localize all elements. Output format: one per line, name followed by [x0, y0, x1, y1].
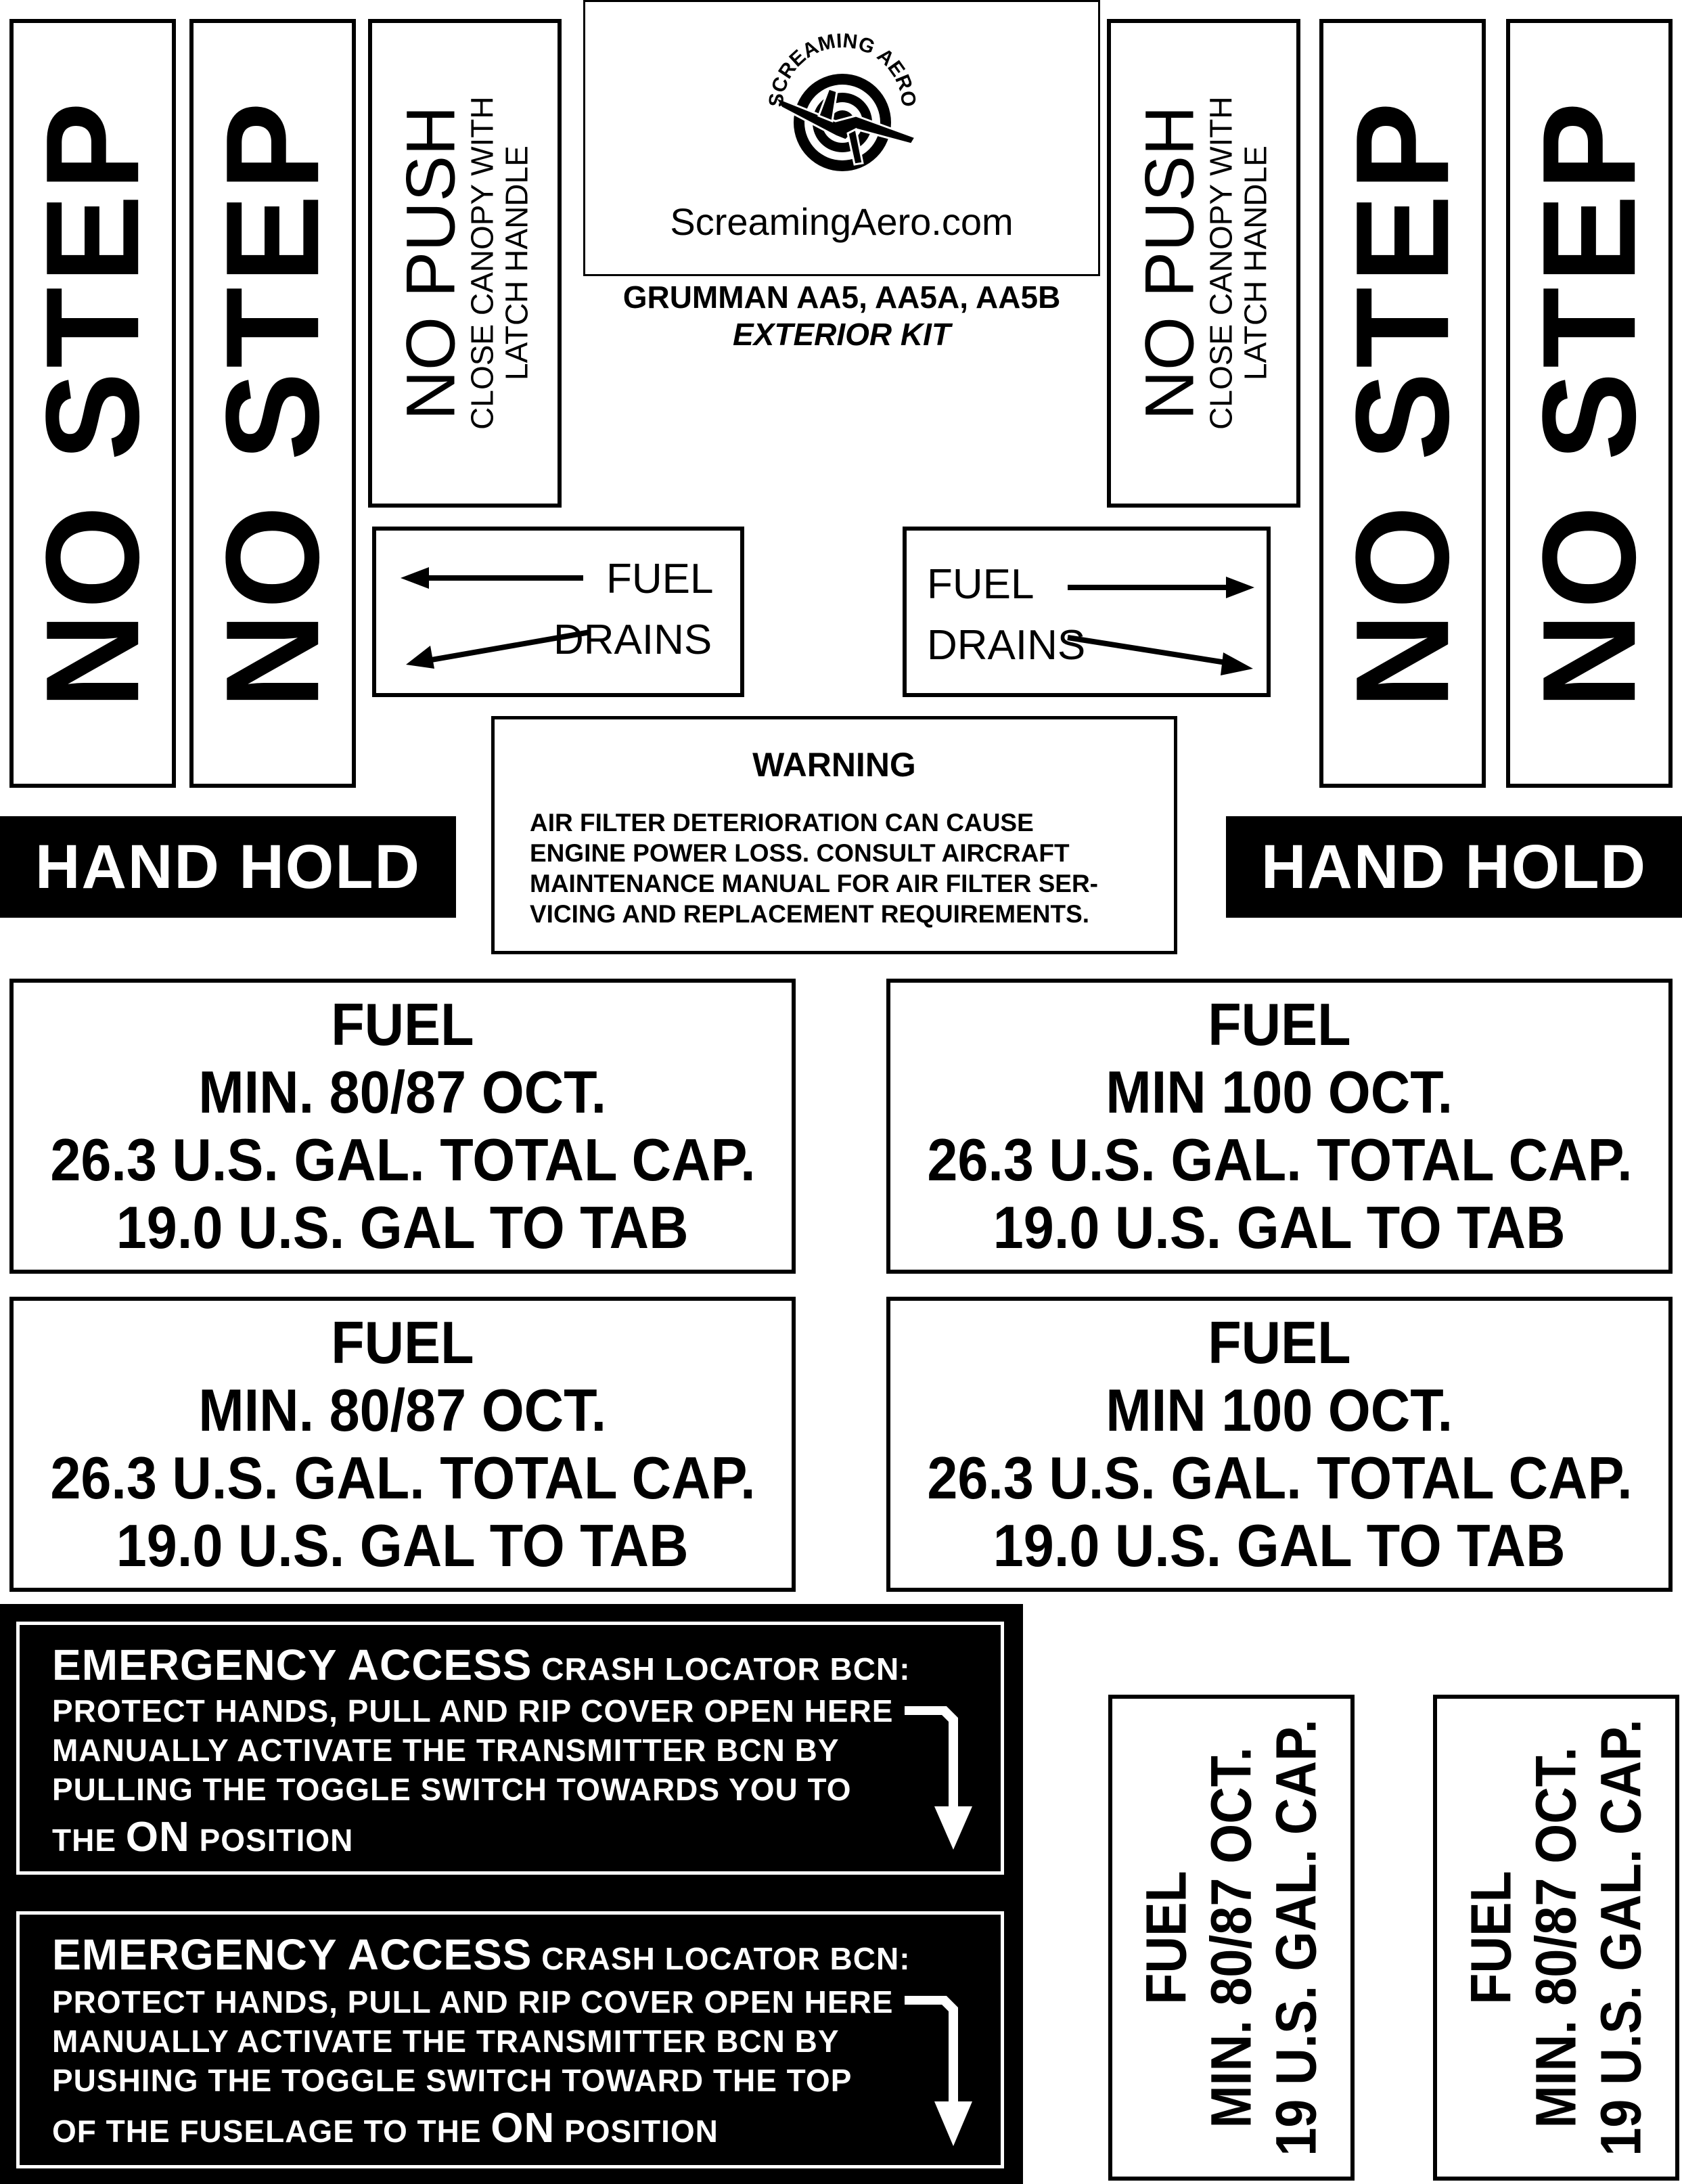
fuel-line: 19.0 U.S. GAL TO TAB — [116, 1194, 689, 1261]
kit-title-line: GRUMMAN AA5, AA5A, AA5B — [622, 280, 1061, 315]
vfuel-line: MIN. 80/87 OCT. — [1524, 1747, 1589, 2129]
fuel-line: 26.3 U.S. GAL. TOTAL CAP. — [926, 1444, 1633, 1511]
emergency-on-word: ON — [125, 1814, 190, 1860]
no-push-line1: CLOSE CANOPY WITH — [464, 96, 500, 430]
fuel-placard-100-2 — [886, 1297, 1673, 1592]
fuel-line: MIN 100 OCT. — [1106, 1377, 1453, 1444]
kit-title — [583, 279, 1100, 353]
arrow-right-icon — [1061, 569, 1257, 684]
emergency-line4-pre: THE — [52, 1823, 116, 1858]
vfuel-line: MIN. 80/87 OCT. — [1200, 1747, 1264, 2129]
logo-box — [583, 0, 1100, 276]
emergency-line4 — [52, 2104, 719, 2152]
logo-url: ScreamingAero.com — [670, 200, 1014, 243]
no-step-text: NO STEP — [18, 97, 166, 709]
emergency-access-placard-1 — [16, 1622, 1004, 1875]
fuel-line: 26.3 U.S. GAL. TOTAL CAP. — [926, 1126, 1633, 1193]
no-step-text: NO STEP — [198, 97, 346, 709]
fuel-drains-placard-right — [903, 527, 1271, 697]
fuel-line: FUEL — [1208, 1309, 1351, 1376]
emergency-on-word: ON — [491, 2105, 555, 2152]
fuel-line: 19.0 U.S. GAL TO TAB — [993, 1512, 1566, 1579]
fuel-line: 19.0 U.S. GAL TO TAB — [993, 1194, 1566, 1261]
emergency-line4-post: POSITION — [199, 1823, 354, 1858]
fuel-placard-8087-2 — [9, 1297, 796, 1592]
fuel-line: MIN. 80/87 OCT. — [198, 1058, 607, 1126]
no-step-placard-1 — [9, 19, 176, 788]
no-step-placard-4 — [1506, 19, 1673, 788]
hand-hold-placard-left: HAND HOLD — [0, 816, 456, 918]
emergency-title: EMERGENCY ACCESS — [52, 1930, 532, 1979]
fuel-line: 26.3 U.S. GAL. TOTAL CAP. — [49, 1126, 756, 1193]
no-push-title: NO PUSH — [392, 106, 470, 421]
emergency-line1: PROTECT HANDS, PULL AND RIP COVER OPEN HERE — [52, 1984, 894, 2020]
logo-ring-text: SCREAMING AERO — [765, 29, 920, 108]
emergency-line3: PUSHING THE TOGGLE SWITCH TOWARD THE TOP — [52, 2063, 853, 2098]
hand-hold-placard-right: HAND HOLD — [1226, 816, 1682, 918]
warning-body: AIR FILTER DETERIORATION CAN CAUSE ENGINE POWER LOSS. CONSULT AIRCRAFT MAINTENANCE MANUAL FOR AIR FILTER SER- VICING AND REPLACEMENT REQUIREMENTS. — [530, 809, 1098, 928]
emergency-line2: MANUALLY ACTIVATE THE TRANSMITTER BCN BY — [52, 2024, 840, 2059]
emergency-access-placard-2 — [16, 1911, 1004, 2168]
fuel-line: MIN. 80/87 OCT. — [198, 1377, 607, 1444]
emergency-line4-pre: OF THE FUSELAGE TO THE — [52, 2114, 482, 2149]
drains-label: DRAINS — [553, 617, 712, 663]
no-step-placard-2 — [189, 19, 356, 788]
fuel-line: 26.3 U.S. GAL. TOTAL CAP. — [49, 1444, 756, 1511]
no-step-placard-3 — [1319, 19, 1486, 788]
arrow-down-icon — [905, 1996, 979, 2150]
warning-placard — [491, 716, 1177, 954]
vfuel-line: FUEL — [1459, 1871, 1524, 2005]
emergency-line1: PROTECT HANDS, PULL AND RIP COVER OPEN HERE — [52, 1693, 894, 1729]
no-push-title: NO PUSH — [1131, 106, 1208, 421]
emergency-title: EMERGENCY ACCESS — [52, 1641, 532, 1689]
emergency-title-row — [52, 1930, 911, 1980]
fuel-line: FUEL — [1208, 991, 1351, 1058]
fuel-line: FUEL — [331, 1309, 474, 1376]
fuel-placard-100-1 — [886, 979, 1673, 1274]
arrow-down-icon — [905, 1706, 979, 1855]
no-step-text: NO STEP — [1328, 97, 1476, 709]
fuel-label: FUEL — [606, 556, 714, 602]
kit-subtitle: EXTERIOR KIT — [732, 317, 951, 353]
emergency-title-suffix: CRASH LOCATOR BCN: — [541, 1941, 911, 1976]
emergency-title-suffix: CRASH LOCATOR BCN: — [541, 1651, 911, 1687]
fuel-drains-placard-left — [372, 527, 744, 697]
vertical-fuel-placard-1 — [1108, 1695, 1355, 2181]
no-push-line2: LATCH HANDLE — [1237, 146, 1273, 381]
vfuel-line: FUEL — [1135, 1871, 1199, 2005]
no-push-placard-right — [1107, 19, 1300, 508]
emergency-line3: PULLING THE TOGGLE SWITCH TOWARDS YOU TO — [52, 1772, 852, 1807]
emergency-line2: MANUALLY ACTIVATE THE TRANSMITTER BCN BY — [52, 1733, 840, 1768]
fuel-line: FUEL — [331, 991, 474, 1058]
no-push-line2: LATCH HANDLE — [499, 146, 534, 381]
vfuel-line: 19 U.S. GAL. CAP. — [1265, 1719, 1329, 2156]
warning-title: WARNING — [752, 746, 916, 784]
emergency-title-row — [52, 1640, 911, 1690]
fuel-line: MIN 100 OCT. — [1106, 1058, 1453, 1126]
screaming-aero-logo — [754, 21, 930, 183]
fuel-label: FUEL — [927, 561, 1035, 608]
no-push-line1: CLOSE CANOPY WITH — [1203, 96, 1239, 430]
emergency-line4 — [52, 1813, 353, 1861]
no-push-placard-left — [368, 19, 562, 508]
drains-label: DRAINS — [927, 622, 1086, 669]
emergency-line4-post: POSITION — [564, 2114, 719, 2149]
vertical-fuel-placard-2 — [1433, 1695, 1679, 2181]
no-step-text: NO STEP — [1515, 97, 1663, 709]
fuel-line: 19.0 U.S. GAL TO TAB — [116, 1512, 689, 1579]
vfuel-line: 19 U.S. GAL. CAP. — [1589, 1719, 1654, 2156]
fuel-placard-8087-1 — [9, 979, 796, 1274]
